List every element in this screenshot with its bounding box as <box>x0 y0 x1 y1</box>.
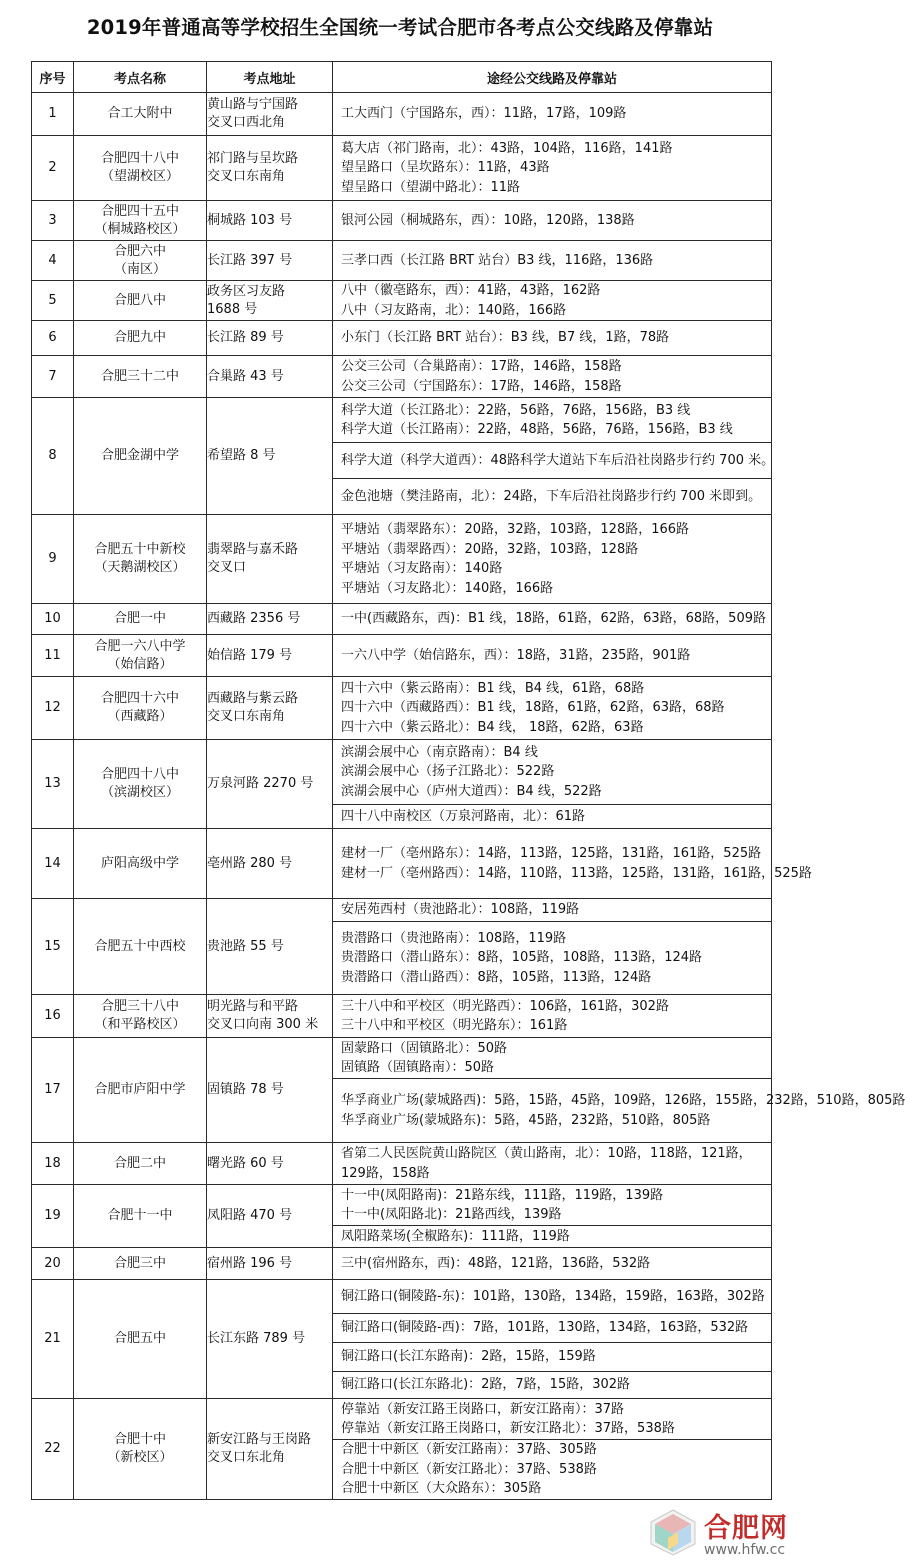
bus-routes-cell <box>333 201 772 241</box>
bus-routes-cell <box>333 515 772 604</box>
table-row <box>32 1185 772 1248</box>
bus-stop-line: 平塘站（习友路南）：140路 <box>341 561 503 576</box>
site-name-cell <box>74 1248 207 1280</box>
site-address-cell <box>207 1399 333 1500</box>
site-name-line: 合肥一中 <box>113 611 166 626</box>
header-site-address: 考点地址 <box>207 62 333 93</box>
bus-stop-group <box>333 1280 771 1313</box>
bus-routes-cell <box>333 1399 772 1500</box>
site-name-line: 合肥二中 <box>113 1155 166 1171</box>
bus-stop-group <box>333 635 771 676</box>
header-site-name: 考点名称 <box>74 62 207 93</box>
site-name-cell <box>74 136 207 201</box>
bus-stop-line: 贵潜路口（潜山路西）：8路，105路，113路，124路 <box>341 969 652 985</box>
row-number: 13 <box>32 740 74 829</box>
bus-stop-group <box>333 829 812 898</box>
site-name-cell <box>74 1280 207 1399</box>
bus-stop-line: 铜江路口(长江东路北)：2路，7路，15路，302路 <box>341 1377 631 1393</box>
row-number: 18 <box>32 1143 74 1185</box>
bus-routes-cell <box>333 635 772 677</box>
site-address-line: 交叉口向南 300 米 <box>207 1017 319 1032</box>
bus-stop-line: 金色池塘（樊洼路南，北）：24路，下车后沿社岗路步行约 700 米即到。 <box>341 488 762 504</box>
bus-stop-group <box>333 1038 771 1078</box>
bus-stop-group <box>333 677 771 739</box>
site-address-cell <box>207 677 333 740</box>
site-name-line: 合肥六中 <box>113 243 166 259</box>
site-address-line: 交叉口东北角 <box>207 1450 286 1465</box>
site-name-line: 合肥金湖中学 <box>100 448 179 463</box>
row-number: 2 <box>32 136 74 201</box>
table-header-row <box>32 62 772 93</box>
site-address-cell <box>207 1143 333 1185</box>
table-row <box>32 398 772 515</box>
site-name-cell <box>74 515 207 604</box>
bus-routes-cell <box>333 1248 772 1280</box>
site-address-line: 宿州路 196 号 <box>207 1255 293 1271</box>
site-name-line: 合肥四十八中 <box>100 151 179 166</box>
bus-stop-group <box>333 515 771 603</box>
site-name-line: 合肥四十八中 <box>100 767 179 782</box>
site-name-line: 合肥五十中新校 <box>94 542 186 557</box>
row-number: 12 <box>32 677 74 740</box>
watermark-site-name: 合肥网 <box>704 1513 788 1544</box>
bus-stop-group <box>333 804 771 828</box>
bus-stop-group <box>333 241 771 280</box>
site-name-line: （滨湖校区） <box>100 785 179 800</box>
site-name-line: 合肥市庐阳中学 <box>94 1082 186 1097</box>
site-address-line: 西藏路与紫云路 <box>207 691 299 706</box>
bus-stop-line: 合肥十中新区（新安江路南）：37路、305路 <box>341 1442 597 1458</box>
site-name-line: （天鹅湖校区） <box>94 560 186 575</box>
site-name-cell <box>74 1143 207 1185</box>
table-row <box>32 321 772 356</box>
bus-stop-group <box>333 604 771 634</box>
site-name-cell <box>74 635 207 677</box>
bus-stop-line: 小东门（长江路 BRT 站台）：B3 线，B7 线，1路，78路 <box>341 330 670 346</box>
table-row <box>32 829 772 899</box>
site-name-cell <box>74 995 207 1038</box>
site-address-cell <box>207 1185 333 1248</box>
row-number: 22 <box>32 1399 74 1500</box>
bus-stop-line: 一中(西藏路东，西)：B1 线，18路，61路，62路，63路，68路，509路 <box>341 611 766 627</box>
bus-stop-group <box>333 201 771 240</box>
bus-routes-cell <box>333 899 772 995</box>
bus-stop-group <box>333 281 771 320</box>
row-number: 3 <box>32 201 74 241</box>
bus-routes-cell <box>333 1280 772 1399</box>
bus-stop-line: 滨湖会展中心（南京路南）：B4 线 <box>341 744 538 760</box>
site-address-line: 曙光路 60 号 <box>207 1155 284 1171</box>
site-address-cell <box>207 241 333 281</box>
site-address-line: 长江路 397 号 <box>207 252 293 268</box>
bus-stop-line: 贵潜路口（贵池路南）：108路，119路 <box>341 930 567 946</box>
site-name-line: 合肥三中 <box>113 1255 166 1271</box>
site-name-line: （始信路） <box>107 656 173 672</box>
bus-stop-line: 科学大道（长江路北）：22路，56路，76路，156路，B3 线 <box>341 402 691 418</box>
table-row <box>32 241 772 281</box>
site-address-line: 始信路 179 号 <box>207 647 293 663</box>
bus-stop-line: 建材一厂（亳州路西）：14路，110路，113路，125路，131路，161路，525路 <box>341 865 812 881</box>
table-row <box>32 1038 772 1143</box>
row-number: 9 <box>32 515 74 604</box>
site-address-cell <box>207 829 333 899</box>
table-row <box>32 356 772 398</box>
site-address-line: 交叉口东南角 <box>207 169 286 184</box>
table-row <box>32 1143 772 1185</box>
bus-routes-cell <box>333 1038 905 1143</box>
site-name-cell <box>74 93 207 136</box>
bus-stop-group <box>333 93 771 135</box>
site-name-line: 合肥十中 <box>113 1432 166 1447</box>
bus-stop-line: 建材一厂（亳州路东）：14路，113路，125路，131路，161路，525路 <box>341 846 762 861</box>
site-address-line: 祁门路与呈坎路 <box>207 151 299 166</box>
site-address-line: 长江路 89 号 <box>207 330 284 345</box>
site-address-line: 贵池路 55 号 <box>207 938 284 954</box>
bus-stop-group <box>333 1342 771 1371</box>
site-address-cell <box>207 635 333 677</box>
site-address-line: 万泉河路 2270 号 <box>207 776 314 791</box>
bus-stop-line: 望呈路口（望湖中路北）：11路 <box>341 179 521 195</box>
bus-stop-line: 十一中(凤阳路南)：21路东线，111路，119路，139路 <box>341 1187 664 1203</box>
bus-routes-cell <box>333 740 772 829</box>
site-address-cell <box>207 604 333 635</box>
bus-stop-group <box>333 740 771 804</box>
row-number: 7 <box>32 356 74 398</box>
site-address-cell <box>207 93 333 136</box>
bus-stop-line: 科学大道（长江路南）：22路，48路，56路，76路，156路，B3 线 <box>341 422 733 437</box>
bus-routes-cell <box>333 356 772 398</box>
table-row <box>32 995 772 1038</box>
site-watermark <box>648 1506 798 1562</box>
bus-stop-line: 八中（习友路南，北）：140路，166路 <box>341 302 567 318</box>
bus-stop-group <box>333 136 771 200</box>
bus-stop-group <box>333 1185 771 1225</box>
bus-stop-group <box>333 1399 771 1439</box>
bus-stop-group <box>333 478 771 514</box>
bus-stop-group <box>333 995 771 1037</box>
bus-stop-group <box>333 356 771 397</box>
site-address-cell <box>207 515 333 604</box>
bus-stop-group <box>333 1248 771 1279</box>
bus-stop-line: 华孚商业广场(蒙城路东)：5路，45路，232路，510路，805路 <box>341 1112 711 1128</box>
bus-stop-line: 凤阳路菜场(全椒路东)：111路，119路 <box>341 1228 570 1244</box>
site-name-line: （桐城路校区） <box>94 221 186 237</box>
site-name-line: （和平路校区） <box>94 1017 186 1032</box>
bus-routes-cell <box>333 829 812 899</box>
site-name-cell <box>74 1038 207 1143</box>
row-number: 17 <box>32 1038 74 1143</box>
bus-stop-group <box>333 1078 905 1142</box>
bus-stop-line: 华孚商业广场(蒙城路西)：5路，15路，45路，109路，126路，155路，232路，510路，805路 <box>341 1093 905 1108</box>
table-row <box>32 281 772 321</box>
bus-stop-line: 平塘站（习友路北）：140路，166路 <box>341 580 554 596</box>
site-name-cell <box>74 1185 207 1248</box>
site-address-cell <box>207 995 333 1038</box>
bus-stop-line: 三孝口西（长江路 BRT 站台）B3 线，116路，136路 <box>341 252 654 268</box>
table-row <box>32 93 772 136</box>
bus-stop-line: 平塘站（翡翠路东）：20路，32路，103路，128路，166路 <box>341 522 690 537</box>
bus-stop-line: 三十八中和平校区（明光路东）：161路 <box>341 1018 568 1033</box>
header-number: 序号 <box>32 62 74 93</box>
bus-stop-line: 四十六中（紫云路南）：B1 线，B4 线，61路，68路 <box>341 680 645 696</box>
bus-routes-cell <box>333 136 772 201</box>
table-row <box>32 604 772 635</box>
site-address-line: 亳州路 280 号 <box>207 855 293 871</box>
row-number: 5 <box>32 281 74 321</box>
table-row <box>32 1399 772 1500</box>
site-address-line: 翡翠路与嘉禾路 <box>207 542 299 557</box>
bus-stop-line: 四十六中（紫云路北）：B4 线， 18路，62路，63路 <box>341 719 644 735</box>
table-row <box>32 515 772 604</box>
row-number: 21 <box>32 1280 74 1399</box>
row-number: 1 <box>32 93 74 136</box>
bus-stop-line: 停靠站（新安江路王岗路口，新安江路南）：37路 <box>341 1401 625 1417</box>
site-name-cell <box>74 356 207 398</box>
site-name-line: 合肥五十中西校 <box>94 938 186 954</box>
table-row <box>32 635 772 677</box>
table-row <box>32 136 772 201</box>
site-address-cell <box>207 740 333 829</box>
bus-stop-line: 公交三公司（宁国路东）：17路，146路，158路 <box>341 378 622 394</box>
bus-stop-line: 八中（徽亳路东，西）：41路，43路，162路 <box>341 283 601 298</box>
bus-route-table <box>31 61 905 1500</box>
site-name-cell <box>74 321 207 356</box>
bus-stop-line: 公交三公司（合巢路南）：17路，146路，158路 <box>341 359 622 374</box>
bus-stop-group <box>333 1313 771 1342</box>
site-name-cell <box>74 677 207 740</box>
table-row <box>32 1248 772 1280</box>
site-address-line: 1688 号 <box>207 301 258 317</box>
bus-routes-cell <box>333 1143 772 1185</box>
site-name-cell <box>74 1399 207 1500</box>
bus-routes-cell <box>333 604 772 635</box>
bus-stop-group <box>333 921 771 994</box>
site-address-cell <box>207 321 333 356</box>
site-name-line: （西藏路） <box>107 709 173 724</box>
site-address-line: 西藏路 2356 号 <box>207 611 301 626</box>
bus-stop-line: 四十八中南校区（万泉河路南，北）：61路 <box>341 808 586 824</box>
site-address-line: 交叉口 <box>207 560 247 575</box>
bus-stop-group <box>333 1143 771 1184</box>
site-address-line: 新安江路与王岗路 <box>207 1432 312 1447</box>
site-name-line: 合肥四十五中 <box>100 203 179 219</box>
bus-stop-line: 固镇路（固镇路南）：50路 <box>341 1060 495 1075</box>
bus-stop-line: 铜江路口(铜陵路-西)：7路，101路，130路，134路，163路，532路 <box>341 1320 749 1336</box>
site-address-cell <box>207 1038 333 1143</box>
bus-stop-group <box>333 899 771 921</box>
house-cube-logo-icon <box>648 1508 698 1556</box>
bus-stop-line: 铜江路口(长江东路南)：2路，15路，159路 <box>341 1349 596 1365</box>
site-address-line: 政务区习友路 <box>207 283 286 299</box>
bus-stop-line: 工大西门（宁国路东，西）：11路，17路，109路 <box>341 106 627 122</box>
site-address-line: 长江东路 789 号 <box>207 1331 306 1346</box>
bus-stop-line: 葛大店（祁门路南，北）：43路，104路，116路，141路 <box>341 140 673 156</box>
row-number: 15 <box>32 899 74 995</box>
bus-stop-line: 贵潜路口（潜山路东）：8路，105路，108路，113路，124路 <box>341 950 703 966</box>
row-number: 10 <box>32 604 74 635</box>
site-address-line: 交叉口西北角 <box>207 115 286 130</box>
site-name-line: 庐阳高级中学 <box>100 855 179 871</box>
table-row <box>32 201 772 241</box>
header-bus-routes: 途经公交线路及停靠站 <box>333 62 772 93</box>
site-address-line: 交叉口东南角 <box>207 709 286 724</box>
table-row <box>32 677 772 740</box>
site-name-cell <box>74 241 207 281</box>
bus-stop-group <box>333 1439 771 1499</box>
bus-stop-group <box>333 398 771 442</box>
page-title: 2019年普通高等学校招生全国统一考试合肥市各考点公交线路及停靠站 <box>86 16 714 39</box>
bus-stop-group <box>333 321 771 355</box>
site-address-cell <box>207 1248 333 1280</box>
site-name-line: （南区） <box>113 261 166 277</box>
bus-stop-line: 滨湖会展中心（扬子江路北）：522路 <box>341 764 555 780</box>
site-address-line: 桐城路 103 号 <box>207 212 293 228</box>
site-name-line: （新校区） <box>107 1450 173 1465</box>
site-name-line: 合肥三十八中 <box>100 999 179 1014</box>
bus-routes-cell <box>333 398 775 515</box>
bus-stop-line: 科学大道（科学大道西）：48路科学大道站下车后沿社岗路步行约 700 米。 <box>341 452 775 468</box>
site-address-line: 明光路与和平路 <box>207 999 299 1014</box>
site-address-line: 固镇路 78 号 <box>207 1082 284 1097</box>
bus-stop-line: 省第二人民医院黄山路院区（黄山路南，北）：10路，118路，121路，129路，158路 <box>341 1146 752 1181</box>
bus-stop-line: 安居苑西村（贵池路北）：108路，119路 <box>341 902 580 918</box>
site-address-cell <box>207 201 333 241</box>
bus-routes-cell <box>333 241 772 281</box>
bus-stop-line: 铜江路口(铜陵路-东)：101路，130路，134路，159路，163路，302路 <box>341 1288 765 1304</box>
site-name-cell <box>74 398 207 515</box>
site-name-line: 合肥十一中 <box>107 1208 173 1223</box>
bus-stop-line: 平塘站（翡翠路西）：20路，32路，103路，128路 <box>341 541 639 557</box>
bus-stop-line: 停靠站（新安江路王岗路口，新安江路北）：37路，538路 <box>341 1421 675 1436</box>
watermark-url: www.hfw.cc <box>704 1542 786 1558</box>
site-name-cell <box>74 740 207 829</box>
bus-stop-line: 望呈路口（呈坎路东）：11路，43路 <box>341 160 550 176</box>
site-address-line: 凤阳路 470 号 <box>207 1208 293 1223</box>
site-name-line: 合工大附中 <box>107 106 173 121</box>
row-number: 6 <box>32 321 74 356</box>
bus-stop-group <box>333 1225 771 1247</box>
site-address-cell <box>207 281 333 321</box>
table-row <box>32 740 772 829</box>
site-name-line: 合肥四十六中 <box>100 691 179 706</box>
site-name-line: 合肥八中 <box>113 292 166 308</box>
row-number: 20 <box>32 1248 74 1280</box>
row-number: 8 <box>32 398 74 515</box>
bus-stop-line: 四十六中（西藏路西）：B1 线，18路，61路，62路，63路，68路 <box>341 700 725 716</box>
bus-routes-cell <box>333 93 772 136</box>
bus-stop-line: 十一中(凤阳路北)：21路西线，139路 <box>341 1207 562 1222</box>
site-address-line: 黄山路与宁国路 <box>207 97 299 112</box>
bus-stop-line: 三十八中和平校区（明光路西）：106路，161路，302路 <box>341 998 669 1014</box>
table-row <box>32 1280 772 1399</box>
site-name-line: 合肥五中 <box>113 1331 166 1346</box>
site-address-cell <box>207 136 333 201</box>
site-name-line: 合肥一六八中学 <box>94 638 186 654</box>
bus-stop-group <box>333 1371 771 1398</box>
bus-stop-line: 三中(宿州路东，西)：48路，121路，136路，532路 <box>341 1255 651 1271</box>
bus-routes-cell <box>333 1185 772 1248</box>
site-name-cell <box>74 201 207 241</box>
site-address-cell <box>207 1280 333 1399</box>
site-address-cell <box>207 356 333 398</box>
table-row <box>32 899 772 995</box>
row-number: 11 <box>32 635 74 677</box>
bus-routes-cell <box>333 995 772 1038</box>
site-address-line: 希望路 8 号 <box>207 448 276 463</box>
site-name-cell <box>74 829 207 899</box>
bus-stop-line: 滨湖会展中心（庐州大道西）：B4 线，522路 <box>341 783 602 799</box>
site-name-line: 合肥三十二中 <box>100 368 179 384</box>
bus-routes-cell <box>333 321 772 356</box>
site-name-line: 合肥九中 <box>113 330 166 345</box>
site-address-cell <box>207 398 333 515</box>
bus-stop-group <box>333 442 775 478</box>
row-number: 16 <box>32 995 74 1038</box>
site-name-cell <box>74 281 207 321</box>
row-number: 19 <box>32 1185 74 1248</box>
bus-routes-cell <box>333 281 772 321</box>
row-number: 14 <box>32 829 74 899</box>
site-name-cell <box>74 604 207 635</box>
bus-stop-line: 一六八中学（始信路东，西）：18路，31路，235路，901路 <box>341 647 691 663</box>
bus-stop-line: 银河公园（桐城路东，西）：10路，120路，138路 <box>341 212 635 228</box>
bus-routes-cell <box>333 677 772 740</box>
row-number: 4 <box>32 241 74 281</box>
bus-stop-line: 合肥十中新区（新安江路北）：37路、538路 <box>341 1461 597 1477</box>
site-name-line: （望湖校区） <box>100 169 179 184</box>
site-name-cell <box>74 899 207 995</box>
site-address-cell <box>207 899 333 995</box>
bus-stop-line: 固蒙路口（固镇路北）：50路 <box>341 1040 508 1056</box>
site-address-line: 合巢路 43 号 <box>207 368 284 384</box>
bus-stop-line: 合肥十中新区（大众路东）：305路 <box>341 1481 542 1497</box>
